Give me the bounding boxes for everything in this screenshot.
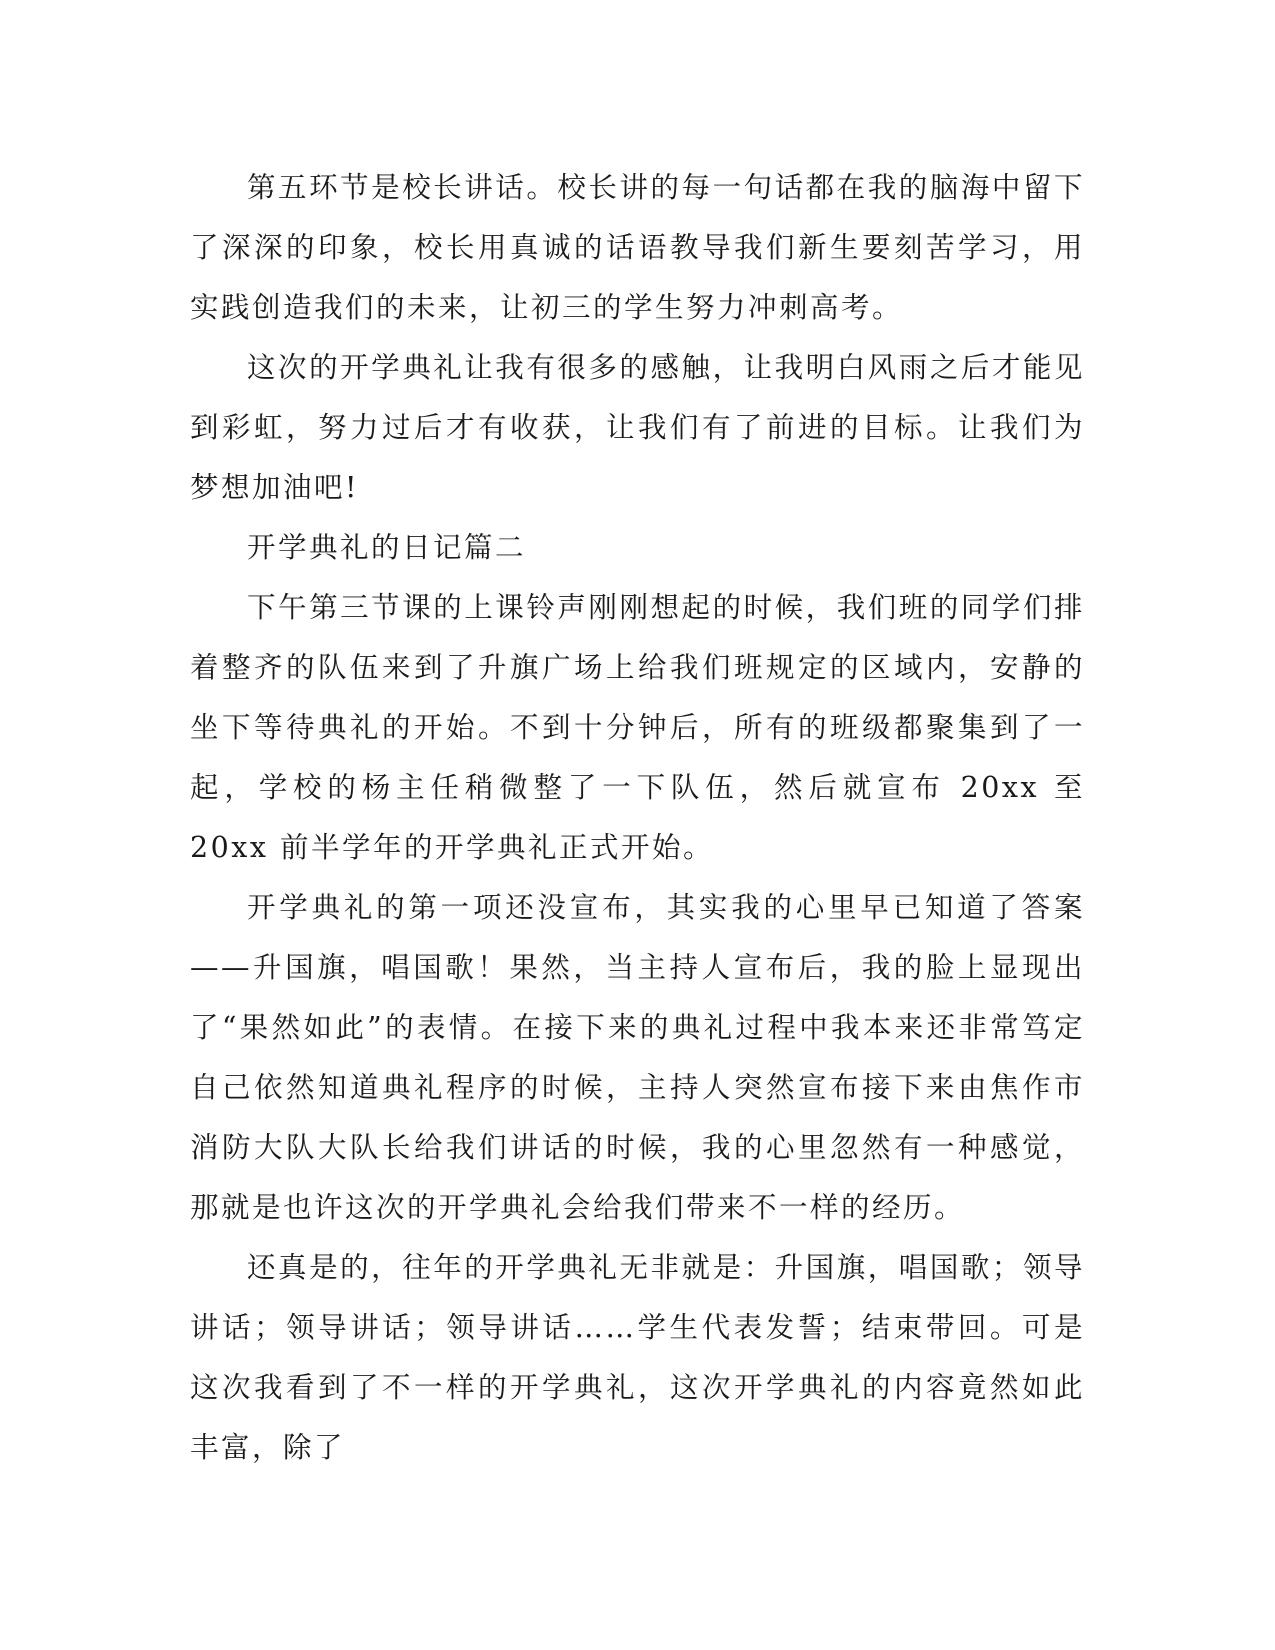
document-body bbox=[190, 158, 1085, 1478]
section-heading: 开学典礼的日记篇二 bbox=[247, 531, 527, 564]
paragraph-first-item: 开学典礼的第一项还没宣布，其实我的心里早已知道了答案——升国旗，唱国歌！果然，当主持人宣布后，我的脸上显现出了“果然如此”的表情。在接下来的典礼过程中我本来还非常笃定自己依然知道典礼程序的时候，主持人突然宣布接下来由焦作市消防大队大队长给我们讲话的时候，我的心里忽然有一种感觉，那就是也许这次的开学典礼会给我们带来不一样的经历。 bbox=[190, 891, 1085, 1224]
paragraph-reflection: 这次的开学典礼让我有很多的感触，让我明白风雨之后才能见到彩虹，努力过后才有收获，让我们有了前进的目标。让我们为梦想加油吧! bbox=[190, 351, 1085, 504]
paragraph-comparison: 还真是的，往年的开学典礼无非就是：升国旗，唱国歌；领导讲话；领导讲话；领导讲话……学生代表发誓；结束带回。可是这次我看到了不一样的开学典礼，这次开学典礼的内容竟然如此丰富，除了 bbox=[190, 1251, 1085, 1464]
paragraph-principal-speech: 第五环节是校长讲话。校长讲的每一句话都在我的脑海中留下了深深的印象，校长用真诚的话语教导我们新生要刻苦学习，用实践创造我们的未来，让初三的学生努力冲刺高考。 bbox=[190, 171, 1085, 324]
paragraph-ceremony-start: 下午第三节课的上课铃声刚刚想起的时候，我们班的同学们排着整齐的队伍来到了升旗广场上给我们班规定的区域内，安静的坐下等待典礼的开始。不到十分钟后，所有的班级都聚集到了一起，学校的杨主任稍微整了一下队伍，然后就宣布 20xx 至 20xx 前半学年的开学典礼正式开始。 bbox=[190, 591, 1085, 864]
